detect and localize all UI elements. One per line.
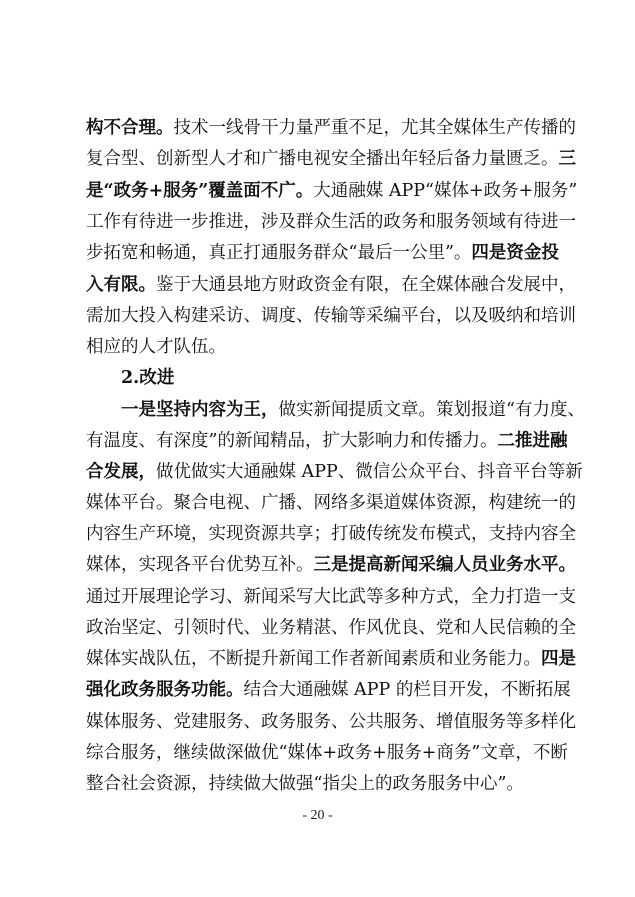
paragraph-2-line-12 [86,738,568,768]
bold-phrase: 一是坚持内容为王， [121,400,279,420]
bold-phrase: 四是 [541,649,576,669]
paragraph-2-line-2 [86,426,568,456]
body-text: 媒体服务、党建服务、政务服务、公共服务、增值服务等多样化 [86,712,576,732]
paragraph-1-line-3 [86,176,578,206]
body-text: 需加大投入构建采访、调度、传输等采编平台，以及吸纳和培训 [86,306,576,326]
paragraph-1-line-5 [86,238,559,268]
paragraph-2-line-13 [86,769,556,799]
section-heading: 2.改进 [121,368,175,388]
paragraph-2-line-8 [86,613,576,643]
bold-phrase: 二推进融 [497,431,568,451]
paragraph-1-line-6 [86,270,576,300]
paragraph-2-line-4 [86,488,576,518]
body-text: 有温度、有深度”的新闻精品，扩大影响力和传播力。 [86,431,498,451]
body-text: 媒体实战队伍，不断提升新闻工作者新闻素质和业务能力。 [86,649,541,669]
body-text: 做实新闻提质文章。策划报道“有力度、 [278,400,585,420]
paragraph-1-line-1 [86,113,576,143]
body-text: 大通融媒 APP“媒体+政务+服务” [313,181,578,201]
bold-phrase: 构不合理。 [86,118,174,138]
body-text: 通过开展理论学习、新闻采写大比武等多种方式，全力打造一支 [86,587,576,607]
body-text: 整合社会资源，持续做大做强“指尖上的政务服务中心”。 [86,774,524,794]
paragraph-2-line-3 [86,457,583,487]
body-text: 工作有待进一步推进，涉及群众生活的政务和服务领域有待进一 [86,212,576,232]
paragraph-1-line-4 [86,207,576,237]
body-text: 媒体平台。聚合电视、广播、网络多渠道媒体资源，构建统一的 [86,493,576,513]
bold-phrase: 三 [558,149,576,169]
body-text: 结合大通融媒 APP 的栏目开发，不断拓展 [243,680,571,700]
body-text: 相应的人才队伍。 [86,337,226,357]
body-text: 鉴于大通县地方财政资金有限，在全媒体融合发展中， [156,275,576,295]
paragraph-2-line-10 [86,675,571,705]
bold-phrase: 三是提高新闻采编人员业务水平。 [313,555,576,575]
body-text: 综合服务，继续做深做优“媒体+政务+服务+商务”文章，不断 [86,743,568,763]
paragraph-2-line-9 [86,644,576,674]
paragraph-1-line-7 [86,301,576,331]
paragraph-2-line-7 [86,582,576,612]
bold-phrase: 强化政务服务功能。 [86,680,244,700]
paragraph-2-line-6 [86,550,576,580]
bold-phrase: 四是资金投 [471,243,559,263]
bold-phrase: 是“政务+服务”覆盖面不广。 [86,181,314,201]
paragraph-2-line-11 [86,707,576,737]
body-text: 技术一线骨干力量严重不足，尤其全媒体生产传播的 [173,118,576,138]
body-text: 复合型、创新型人才和广播电视安全播出年轻后备力量匮乏。 [86,149,559,169]
body-text: 做优做实大通融媒 APP、微信公众平台、抖音平台等新 [156,462,583,482]
paragraph-1-line-2 [86,144,576,174]
bold-phrase: 合发展， [86,462,156,482]
paragraph-2-line-5 [86,519,576,549]
paragraph-2-line-1 [121,395,585,425]
body-text: 步拓宽和畅通，真正打通服务群众“最后一公里”。 [86,243,472,263]
page-number: - 20 - [302,808,333,823]
bold-phrase: 入有限。 [86,275,156,295]
body-text: 内容生产环境，实现资源共享；打破传统发布模式，支持内容全 [86,524,576,544]
paragraph-1-line-8 [86,332,556,362]
body-text: 政治坚定、引领时代、业务精湛、作风优良、党和人民信赖的全 [86,618,576,638]
body-text: 媒体，实现各平台优势互补。 [86,555,314,575]
